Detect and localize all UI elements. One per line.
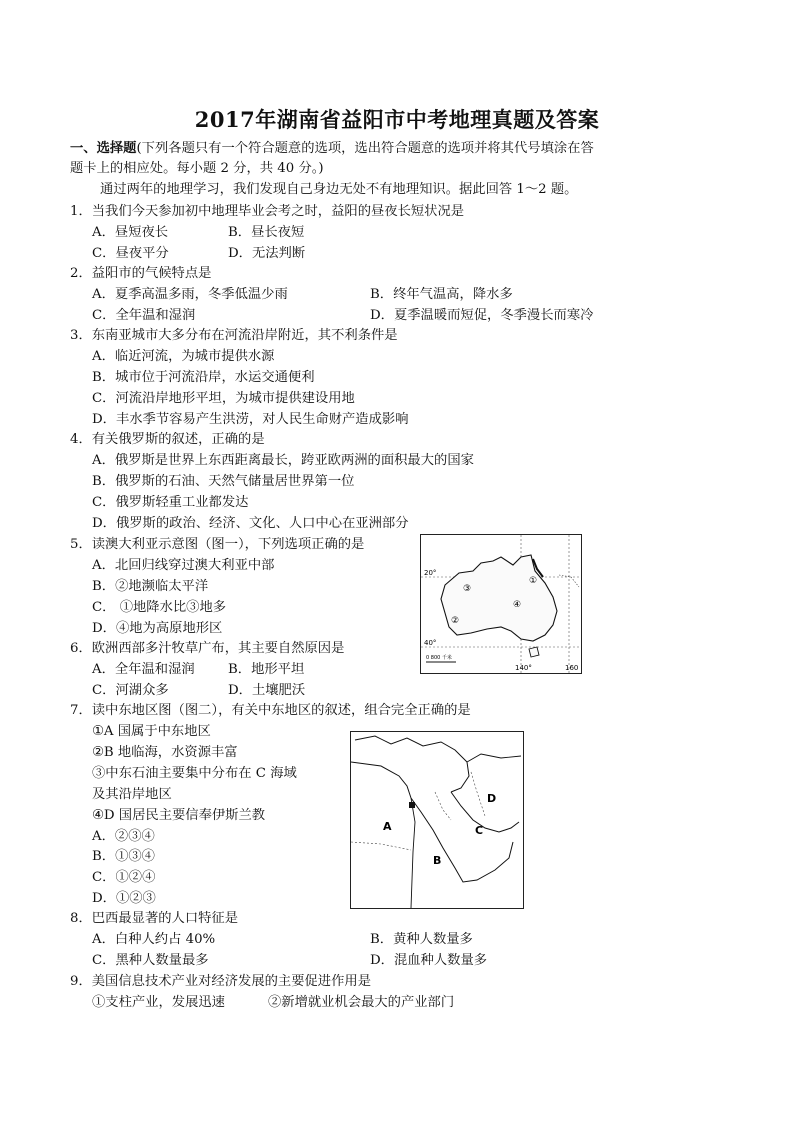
section-heading-line [70, 140, 594, 158]
option: D．混血种人数量多 [370, 953, 488, 968]
map-label-a: A [383, 820, 392, 833]
option: C． ①地降水比③地多 [92, 600, 227, 615]
option: D．④地为高原地形区 [92, 621, 223, 636]
statement: ②B 地临海，水资源丰富 [92, 745, 238, 760]
statement: ①A 国属于中东地区 [92, 724, 211, 739]
statement: ①支柱产业，发展迅速 [92, 995, 225, 1010]
arabian-coast [411, 798, 513, 882]
map-point-3: ③ [463, 584, 472, 594]
question-stem: 4．有关俄罗斯的叙述，正确的是 [70, 432, 265, 447]
section-intro: 通过两年的地理学习，我们发现自己身边无处不有地理知识。据此回答 1～2 题。 [100, 182, 578, 197]
option: C．黑种人数量最多 [92, 953, 209, 968]
tasmania-outline [529, 647, 539, 657]
option: D．夏季温暖而短促，冬季漫长而寒冷 [370, 308, 594, 323]
option: D．无法判断 [228, 246, 306, 261]
option: D．丰水季节容易产生洪涝，对人民生命财产造成影响 [92, 412, 409, 427]
question-stem: 9．美国信息技术产业对经济发展的主要促进作用是 [70, 974, 371, 989]
australia-map-drawing [421, 535, 581, 673]
option: B．地形平坦 [228, 662, 305, 677]
option: C．昼夜平分 [92, 246, 169, 261]
middle-east-map [350, 731, 524, 909]
latitude-label-40: 40° [424, 639, 437, 647]
map-point-1: ① [529, 576, 538, 586]
option: A．夏季高温多雨，冬季低温少雨 [92, 287, 288, 302]
option: D．①②③ [92, 891, 156, 906]
mediterranean-coast [351, 762, 411, 798]
question-stem: 8．巴西最显著的人口特征是 [70, 911, 239, 926]
map-point-2: ② [451, 616, 460, 626]
option: A．临近河流，为城市提供水源 [92, 349, 275, 364]
option: B．黄种人数量多 [370, 932, 473, 947]
option: A．全年温和湿润 [92, 662, 195, 677]
border-line [351, 842, 411, 850]
option: B．城市位于河流沿岸，水运交通便利 [92, 370, 315, 385]
option: D．土壤肥沃 [228, 683, 306, 698]
border-line [435, 792, 451, 820]
longitude-label-160: 160 [565, 664, 579, 672]
question-stem: 1．当我们今天参加初中地理毕业会考之时，益阳的昼夜长短状况是 [70, 204, 465, 219]
statement: 及其沿岸地区 [92, 787, 172, 802]
australia-map [420, 534, 582, 674]
map-point-4: ④ [513, 600, 522, 610]
border-line [471, 772, 485, 816]
statement: ④D 国居民主要信奉伊斯兰教 [92, 808, 266, 823]
northern-coast [355, 736, 469, 792]
gulf-coast [451, 792, 519, 832]
option: A．白种人约占 40% [92, 932, 216, 947]
australia-outline [441, 555, 557, 641]
section-instruction-2: 题卡上的相应处。每小题 2 分，共 40 分。) [70, 161, 324, 176]
option: A．②③④ [92, 829, 155, 844]
section-instruction-1: (下列各题只有一个符合题意的选项，选出符合题意的选项并将其代号填涂在答 [136, 141, 594, 156]
map-label-d: D [487, 792, 497, 805]
option: A．北回归线穿过澳大利亚中部 [92, 558, 275, 573]
option: C．河流沿岸地形平坦，为城市提供建设用地 [92, 391, 355, 406]
question-stem: 7．读中东地区图（图二），有关中东地区的叙述，组合完全正确的是 [70, 703, 471, 718]
section-heading: 一、选择题 [70, 141, 137, 156]
option: C．全年温和湿润 [92, 308, 196, 323]
option: B．昼长夜短 [228, 225, 305, 240]
question-stem: 6．欧洲西部多汁牧草广布，其主要自然原因是 [70, 641, 345, 656]
red-sea-west-coast [411, 798, 415, 908]
question-stem: 5．读澳大利亚示意图（图一），下列选项正确的是 [70, 537, 365, 552]
question-stem: 2．益阳市的气候特点是 [70, 266, 212, 281]
marker-square [409, 802, 415, 808]
latitude-label-20: 20° [424, 569, 437, 577]
question-stem: 3．东南亚城市大多分布在河流沿岸附近，其不利条件是 [70, 328, 398, 343]
statement: ②新增就业机会最大的产业部门 [268, 995, 455, 1010]
map-label-c: C [475, 824, 484, 837]
option: C．河湖众多 [92, 683, 169, 698]
option: B．②地濒临太平洋 [92, 579, 209, 594]
middle-east-map-drawing [351, 732, 523, 908]
page-title: 2017年湖南省益阳市中考地理真题及答案 [194, 107, 600, 132]
option: D．俄罗斯的政治、经济、文化、人口中心在亚洲部分 [92, 516, 409, 531]
map-label-b: B [433, 854, 442, 867]
statement: ③中东石油主要集中分布在 C 海域 [92, 766, 297, 781]
option: A．俄罗斯是世界上东西距离最长，跨亚欧两洲的面积最大的国家 [92, 453, 474, 468]
option: B．俄罗斯的石油、天然气储量居世界第一位 [92, 474, 355, 489]
caspian-coast [467, 754, 521, 762]
longitude-label-140: 140° [515, 664, 532, 672]
scale-label: 0 800 千米 [426, 655, 452, 661]
option: C．俄罗斯轻重工业都发达 [92, 495, 249, 510]
option: B．①③④ [92, 849, 155, 864]
option: C．①②④ [92, 870, 156, 885]
option: A．昼短夜长 [92, 225, 169, 240]
option: B．终年气温高，降水多 [370, 287, 513, 302]
